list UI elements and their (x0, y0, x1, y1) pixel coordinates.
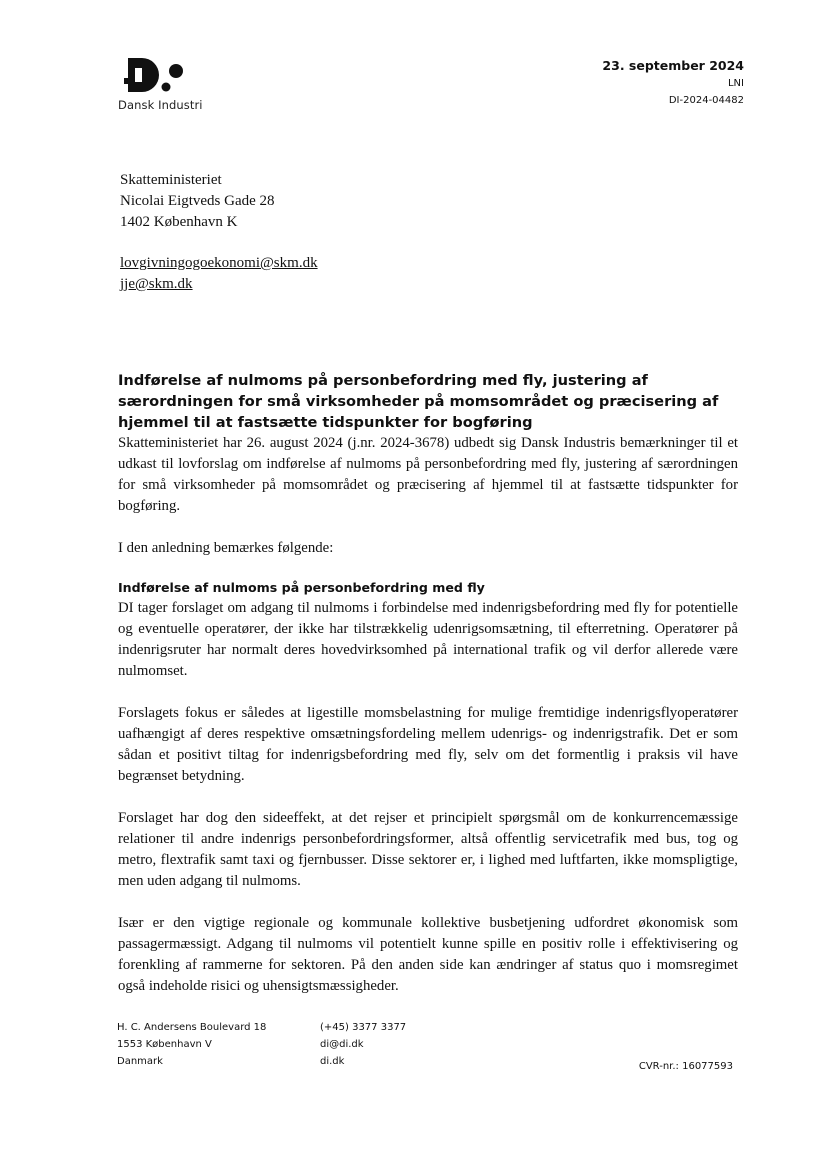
letter-reference: DI-2024-04482 (668, 95, 744, 106)
footer-email[interactable]: di@di.dk (320, 1039, 364, 1050)
footer-address (117, 1019, 266, 1070)
footer-city: 1553 København V (117, 1039, 212, 1050)
recipient-name: Skatteministeriet (120, 172, 222, 188)
footer-cvr: CVR-nr.: 16077593 (638, 1061, 733, 1072)
recipient-address (120, 170, 275, 233)
letter-body (118, 370, 738, 997)
section-paragraph-1: DI tager forslaget om adgang til nulmoms i forbindelse med indenrigsbefordring med fly for potentielle og eventuelle operatører, der ikke har tilstrækkelig udenrigsomsætning, til efterretning. Operatører på indenrigsruter har normalt deres hovedvirksomhed på international trafik og vil derfor allerede være nulmomset. (118, 600, 738, 679)
di-logo-icon (118, 56, 188, 96)
email-link-primary[interactable]: lovgivningogoekonomi@skm.dk (120, 255, 318, 271)
letter-initials: LNI (727, 78, 744, 89)
section-paragraph-3: Forslaget har dog den sideeffekt, at det rejser et principielt spørgsmål om de konkurrencemæssige relationer til andre indenrigs personbefordringsformer, altså offentlig servicetrafik med bus, tog og metro, flextrafik samt taxi og fjernbusser. Disse sektorer er, i lighed med luftfarten, ikke momspligtige, men uden adgang til nulmoms. (118, 810, 738, 889)
section-paragraph-2: Forslagets fokus er således at ligestille momsbelastning for mulige fremtidige indenrigsflyoperatører uafhængigt af deres respektive omsætningsfordeling mellem udenrigs- og indenrigstrafik. Det er som sådan et positivt tiltag for indenrigsbefordring med fly, selv om det formentlig i praksis vil have begrænset betydning. (118, 705, 738, 784)
letter-date: 23. september 2024 (602, 58, 744, 73)
footer-contact (320, 1019, 406, 1070)
recipient-city: 1402 København K (120, 214, 238, 230)
remark-intro: I den anledning bemærkes følgende: (118, 540, 334, 556)
recipient-street: Nicolai Eigtveds Gade 28 (120, 193, 275, 209)
section-paragraph-4: Især er den vigtige regionale og kommunale kollektive busbetjening udfordret økonomisk som passagermæssigt. Adgang til nulmoms vil potentielt kunne spille en positiv rolle i effektivisering og forenkling af rammerne for sektoren. På den anden side kan ændringer af status quo i momsregimet også indeholde risici og uhensigtsmæssigheder. (118, 915, 738, 994)
letter-title: Indførelse af nulmoms på personbefordring med fly, justering af særordningen for små virksomheder på momsområdet og præcisering af hjemmel til at fastsætte tidspunkter for bogføring (118, 372, 719, 431)
footer-web[interactable]: di.dk (320, 1056, 345, 1067)
footer-phone: (+45) 3377 3377 (320, 1022, 407, 1033)
letter-meta (602, 57, 744, 109)
logo-text: Dansk Industri (118, 98, 203, 112)
email-link-secondary[interactable]: jje@skm.dk (120, 276, 193, 292)
intro-paragraph: Skatteministeriet har 26. august 2024 (j.nr. 2024-3678) udbedt sig Dansk Industris bemærkninger til et udkast til lovforslag om indførelse af nulmoms på personbefordring med fly, justering af særordningen for små virksomheder på momsområdet og præcisering af hjemmel til at fastsætte tidspunkter for bogføring. (118, 435, 738, 514)
footer-country: Danmark (117, 1056, 163, 1067)
company-logo (118, 56, 208, 112)
footer-street: H. C. Andersens Boulevard 18 (117, 1022, 267, 1033)
recipient-emails (120, 253, 318, 295)
section-heading: Indførelse af nulmoms på personbefordring med fly (118, 580, 485, 595)
